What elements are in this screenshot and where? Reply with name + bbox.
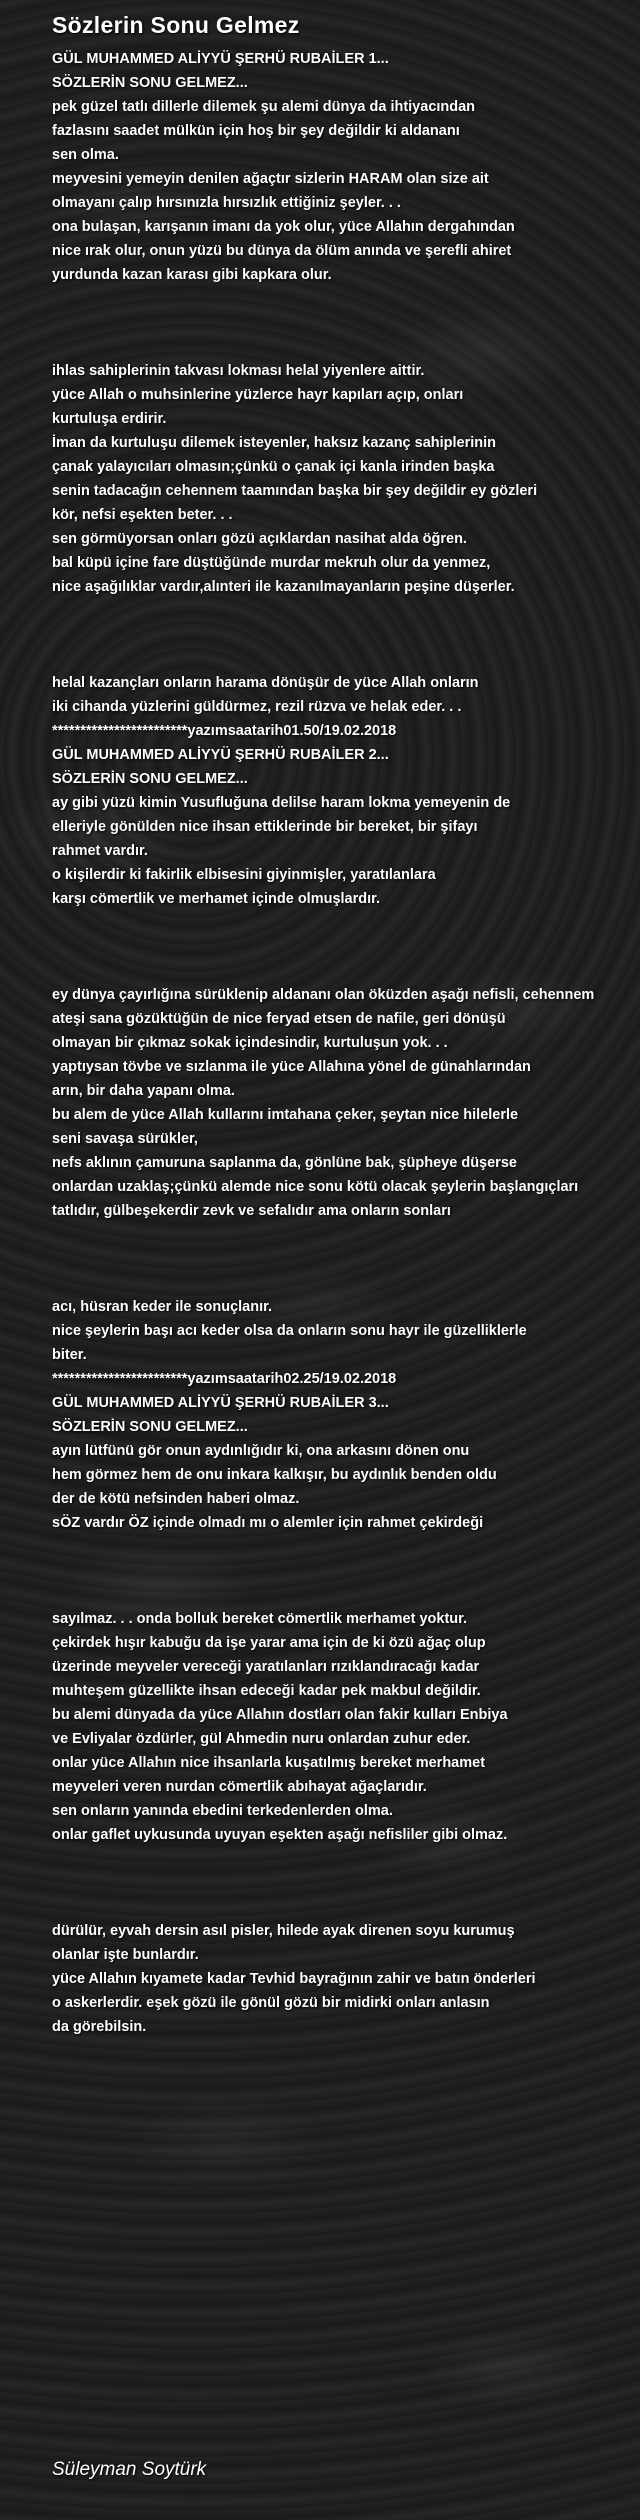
poem-line: ey dünya çayırlığına sürüklenip aldananı olan öküzden aşağı nefisli, cehennem: [52, 987, 595, 1003]
poem-line: arın, bir daha yapanı olma.: [52, 1083, 235, 1099]
poem-stanza: [52, 671, 640, 911]
poem-line: olmayan bir çıkmaz sokak içindesindir, kurtuluşun yok. . .: [52, 1035, 448, 1051]
poem-line: fazlasını saadet mülkün için hoş bir şey değildir ki aldananı: [52, 123, 460, 139]
poem-title: Sözlerin Sonu Gelmez: [52, 12, 300, 38]
poem-line: olanlar işte bunlardır.: [52, 1947, 199, 1963]
poem-line: bu alem de yüce Allah kullarını imtahana çeker, şeytan nice hilelerle: [52, 1107, 519, 1123]
poem-line: ************************yazımsaatarih02.25/19.02.2018: [52, 1371, 397, 1387]
poem-line: nefs aklının çamuruna saplanma da, gönlüne bak, şüpheye düşerse: [52, 1155, 517, 1171]
poem-stanza: [52, 1607, 640, 1847]
poem-line: pek güzel tatlı dillerle dilemek şu alemi dünya da ihtiyacından: [52, 99, 476, 115]
poem-line: iki cihanda yüzlerini güldürmez, rezil rüzva ve helak eder. . .: [52, 699, 462, 715]
poem-stanza: [52, 359, 640, 599]
poem-line: onlardan uzaklaş;çünkü alemde nice sonu kötü olacak şeylerin başlangıçları: [52, 1179, 579, 1195]
poem-line: çekirdek hışır kabuğu da işe yarar ama için de ki özü ağaç olup: [52, 1635, 486, 1651]
poem-line: ayın lütfünü gör onun aydınlığıdır ki, ona arkasını dönen onu: [52, 1443, 470, 1459]
poem-line: ihlas sahiplerinin takvası lokması helal yiyenlere aittir.: [52, 363, 425, 379]
poem-line: meyveleri veren nurdan cömertlik abıhayat ağaçlarıdır.: [52, 1779, 427, 1795]
poem-line: yurdunda kazan karası gibi kapkara olur.: [52, 267, 332, 283]
poem-stanza: [52, 1295, 640, 1535]
poem-stanza: [52, 1919, 640, 2039]
poem-line: İman da kurtuluşu dilemek isteyenler, haksız kazanç sahiplerinin: [52, 435, 497, 451]
poem-line: SÖZLERİN SONU GELMEZ...: [52, 75, 248, 91]
poem-line: elleriyle gönülden nice ihsan ettiklerinde bir bereket, bir şifayı: [52, 819, 478, 835]
poem-line: olmayanı çalıp hırsınızla hırsızlık ettiğiniz şeyler. . .: [52, 195, 401, 211]
poem-line: GÜL MUHAMMED ALİYYÜ ŞERHÜ RUBAİLER 2...: [52, 747, 389, 763]
poem-line: dürülür, eyvah dersin asıl pisler, hilede ayak direnen soyu kurumuş: [52, 1923, 515, 1939]
poem-line: nice aşağılıklar vardır,alınteri ile kazanılmayanların peşine düşerler.: [52, 579, 515, 595]
poem-line: ateşi sana gözüktüğün de nice feryad etsen de nafile, geri dönüşü: [52, 1011, 506, 1027]
poem-body: [52, 47, 640, 2111]
poem-line: onlar yüce Allahın nice ihsanlarla kuşatılmış bereket merhamet: [52, 1755, 486, 1771]
poem-line: yüce Allah o muhsinlerine yüzlerce hayr kapıları açıp, onları: [52, 387, 464, 403]
poem-line: sayılmaz. . . onda bolluk bereket cömertlik merhamet yoktur.: [52, 1611, 468, 1627]
poem-line: ona bulaşan, karışanın imanı da yok olur, yüce Allahın dergahından: [52, 219, 515, 235]
poem-line: onlar gaflet uykusunda uyuyan eşekten aşağı nefisliler gibi olmaz.: [52, 1827, 508, 1843]
poem-line: sen görmüyorsan onları gözü açıklardan nasihat alda öğren.: [52, 531, 467, 547]
poem-line: acı, hüsran keder ile sonuçlanır.: [52, 1299, 273, 1315]
poem-line: sÖZ vardır ÖZ içinde olmadı mı o alemler için rahmet çekirdeği: [52, 1515, 484, 1531]
poem-line: tatlıdır, gülbeşekerdir zevk ve sefalıdır ama onların sonları: [52, 1203, 451, 1219]
poem-line: muhteşem güzellikte ihsan edeceği kadar pek makbul değildir.: [52, 1683, 481, 1699]
poem-line: yaptıysan tövbe ve sızlanma ile yüce Allahına yönel de günahlarından: [52, 1059, 531, 1075]
poem-line: sen onların yanında ebedini terkedenlerden olma.: [52, 1803, 393, 1819]
poem-line: o kişilerdir ki fakirlik elbisesini giyinmişler, yaratılanlara: [52, 867, 436, 883]
poem-line: bal küpü içine fare düştüğünde murdar mekruh olur da yenmez,: [52, 555, 491, 571]
poem-line: GÜL MUHAMMED ALİYYÜ ŞERHÜ RUBAİLER 3...: [52, 1395, 389, 1411]
poem-line: kör, nefsi eşekten beter. . .: [52, 507, 233, 523]
poem-line: biter.: [52, 1347, 87, 1363]
poem-line: helal kazançları onların harama dönüşür de yüce Allah onların: [52, 675, 479, 691]
poem-line: rahmet vardır.: [52, 843, 148, 859]
poem-line: da görebilsin.: [52, 2019, 147, 2035]
poem-line: üzerinde meyveler vereceği yaratılanları rızıklandıracağı kadar: [52, 1659, 480, 1675]
poem-line: der de kötü nefsinden haberi olmaz.: [52, 1491, 300, 1507]
poem-line: yüce Allahın kıyamete kadar Tevhid bayrağının zahir ve batın önderleri: [52, 1971, 536, 1987]
poem-line: hem görmez hem de onu inkara kalkışır, bu aydınlık benden oldu: [52, 1467, 497, 1483]
poem-line: kurtuluşa erdirir.: [52, 411, 167, 427]
poem-line: ay gibi yüzü kimin Yusufluğuna delilse haram lokma yemeyenin de: [52, 795, 511, 811]
poem-line: çanak yalayıcıları olmasın;çünkü o çanak içi kanla irinden başka: [52, 459, 495, 475]
poem-line: nice ırak olur, onun yüzü bu dünya da ölüm anında ve şerefli ahiret: [52, 243, 512, 259]
poem-author: Süleyman Soytürk: [52, 2459, 207, 2480]
poem-stanza: [52, 983, 640, 1223]
poem-line: seni savaşa sürükler,: [52, 1131, 198, 1147]
poem-line: o askerlerdir. eşek gözü ile gönül gözü bir midirki onları anlasın: [52, 1995, 490, 2011]
poem-line: karşı cömertlik ve merhamet içinde olmuşlardır.: [52, 891, 381, 907]
poem-line: nice şeylerin başı acı keder olsa da onların sonu hayr ile güzelliklerle: [52, 1323, 527, 1339]
poem-line: ve Evliyalar özdürler, gül Ahmedin nuru onlardan zuhur eder.: [52, 1731, 471, 1747]
poem-line: GÜL MUHAMMED ALİYYÜ ŞERHÜ RUBAİLER 1...: [52, 51, 389, 67]
poem-line: senin tadacağın cehennem taamından başka bir şey değildir ey gözleri: [52, 483, 538, 499]
poem-line: meyvesini yemeyin denilen ağaçtır sizlerin HARAM olan size ait: [52, 171, 489, 187]
poem-line: SÖZLERİN SONU GELMEZ...: [52, 771, 248, 787]
poem-stanza: [52, 47, 640, 287]
poem-line: SÖZLERİN SONU GELMEZ...: [52, 1419, 248, 1435]
poem-line: sen olma.: [52, 147, 119, 163]
poem-line: bu alemi dünyada da yüce Allahın dostları olan fakir kulları Enbiya: [52, 1707, 508, 1723]
poem-line: ************************yazımsaatarih01.50/19.02.2018: [52, 723, 397, 739]
